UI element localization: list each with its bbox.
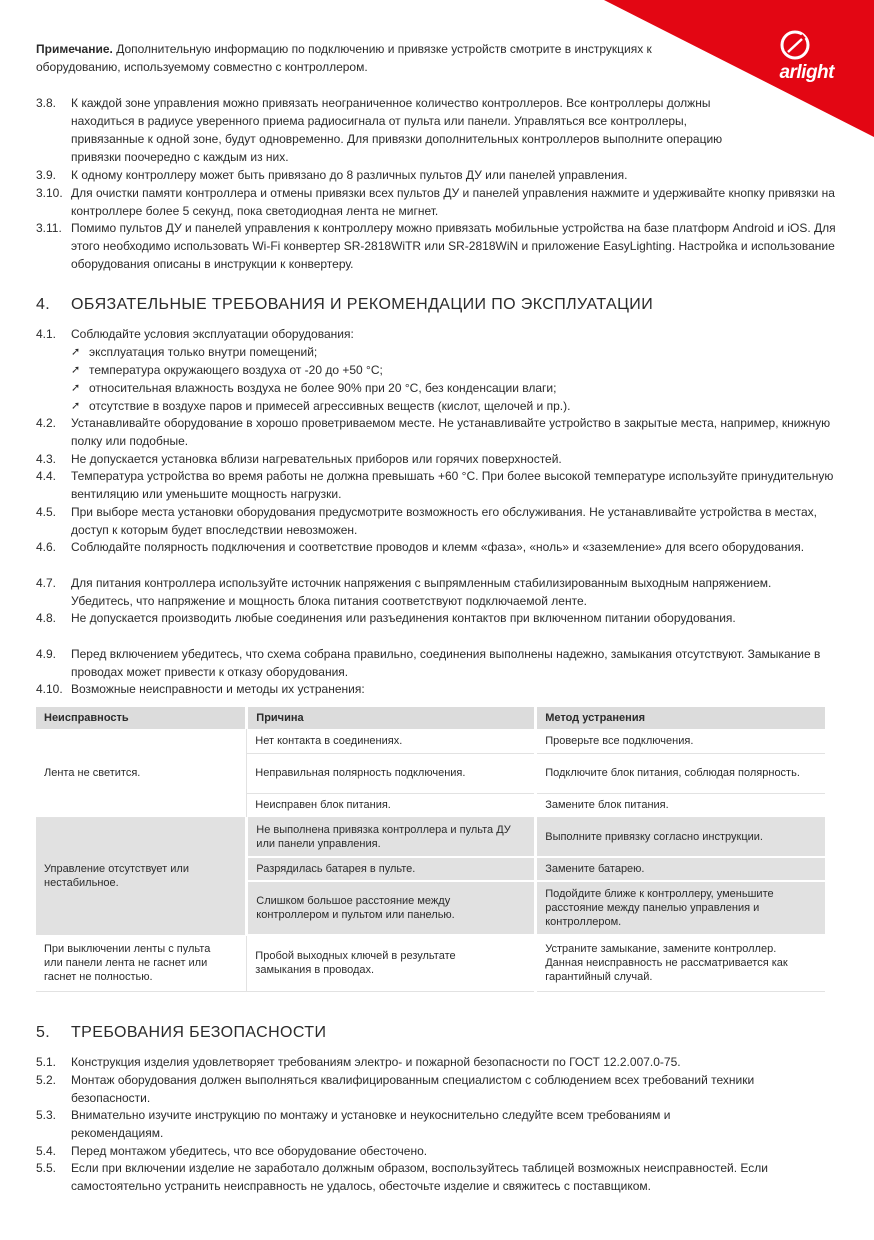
item-text: Возможные неисправности и методы их устранения: xyxy=(71,682,365,696)
fix-cell: Выполните привязку согласно инструкции. xyxy=(536,817,827,857)
fix-cell: Подойдите ближе к контроллеру, уменьшите расстояние между панелью управления и контроллером. xyxy=(536,881,827,935)
item-number: 3.10. xyxy=(36,186,63,200)
item-text: Если при включении изделие не заработало должным образом, воспользуйтесь таблицей возможных неисправностей. Если самостоятельно устранить неисправность не удалось, обесточьте изделие и свяжитесь с поставщиком. xyxy=(71,1161,768,1193)
bullet-item: ➚ отсутствие в воздухе паров и примесей агрессивных веществ (кислот, щелочей и пр.). xyxy=(71,399,571,413)
arrow-bullet-icon: ➚ xyxy=(71,400,81,412)
item-number: 4.8. xyxy=(36,611,57,625)
item-text: Внимательно изучите инструкцию по монтажу и установке и неукоснительно следуйте всем требованиям и рекомендациям. xyxy=(71,1108,671,1140)
list-item xyxy=(36,325,836,415)
section-heading: ОБЯЗАТЕЛЬНЫЕ ТРЕБОВАНИЯ И РЕКОМЕНДАЦИИ ПО ЭКСПЛУАТАЦИИ xyxy=(71,296,654,313)
item-number: 4.9. xyxy=(36,647,57,661)
item-text: Перед монтажом убедитесь, что все оборудование обесточено. xyxy=(71,1144,428,1158)
table-row xyxy=(36,817,827,857)
fault-cell: При выключении ленты с пульта или панели лента не гаснет или гаснет не полностью. xyxy=(36,935,247,991)
arrow-bullet-icon: ➚ xyxy=(71,364,81,376)
fix-cell: Проверьте все подключения. xyxy=(536,729,827,753)
fault-cell: Управление отсутствует или нестабильное. xyxy=(36,817,247,935)
item-text: Температура устройства во время работы не должна превышать +60 °C. При более высокой температуре используйте принудительную вентиляцию или уменьшите мощность нагрузки. xyxy=(71,469,834,501)
list-item xyxy=(36,184,836,220)
list-item xyxy=(36,414,836,450)
fault-cell: Лента не светится. xyxy=(36,729,247,817)
fix-cell: Замените батарею. xyxy=(536,857,827,881)
item-number: 4.1. xyxy=(36,327,57,341)
item-number: 3.11. xyxy=(36,221,62,235)
item-number: 5.3. xyxy=(36,1108,57,1122)
list-item xyxy=(36,166,836,184)
cause-cell: Пробой выходных ключей в результате замыкания в проводах. xyxy=(247,935,536,991)
item-text: Соблюдайте условия эксплуатации оборудования: xyxy=(71,327,354,341)
list-item xyxy=(36,94,836,166)
item-text: Для питания контроллера используйте источник напряжения с выпрямленным стабилизированным выходным напряжением. Убедитесь, что напряжение и мощность блока питания соответствуют подключаемой ленте. xyxy=(71,576,772,608)
item-number: 5.2. xyxy=(36,1073,57,1087)
table-row xyxy=(36,935,827,991)
fix-cell: Устраните замыкание, замените контроллер. Данная неисправность не рассматривается как гарантийный случай. xyxy=(536,935,827,991)
item-text: К каждой зоне управления можно привязать неограниченное количество контроллеров. Все контроллеры должны находиться в радиусе уверенного приема радиосигнала от пульта или панели. Управляться все контроллеры, привязанные к одной зоне, будут одновременно. Для привязки дополнительных контроллеров выполните операцию привязки поочередно с каждым из них. xyxy=(71,96,723,164)
item-number: 4.3. xyxy=(36,452,57,466)
note-text: Дополнительную информацию по подключению и привязке устройств смотрите в инструкциях к оборудованию, используемому совместно с контроллером. xyxy=(36,42,652,74)
section-number: 4. xyxy=(36,296,51,313)
list-item xyxy=(36,645,836,681)
list-item xyxy=(36,1071,836,1107)
section-heading: ТРЕБОВАНИЯ БЕЗОПАСНОСТИ xyxy=(71,1024,327,1041)
list-item xyxy=(36,467,836,503)
item-text: Соблюдайте полярность подключения и соответствие проводов и клемм «фаза», «ноль» и «заземление» для всего оборудования. xyxy=(71,540,805,554)
arrow-bullet-icon: ➚ xyxy=(71,346,81,358)
section-number: 5. xyxy=(36,1024,51,1041)
cause-cell: Слишком большое расстояние между контроллером и пультом или панелью. xyxy=(247,881,536,935)
bullet-item: ➚ относительная влажность воздуха не более 90% при 20 °C, без конденсации влаги; xyxy=(71,381,557,395)
list-item xyxy=(36,609,836,627)
cause-cell: Нет контакта в соединениях. xyxy=(247,729,536,753)
table-header-cell: Метод устранения xyxy=(536,707,827,729)
table-row xyxy=(36,729,827,753)
cause-cell: Неисправен блок питания. xyxy=(247,793,536,817)
section-title xyxy=(36,1023,326,1043)
item-text: Помимо пультов ДУ и панелей управления к контроллеру можно привязать мобильные устройства на базе платформ Android и iOS. Для этого необходимо использовать Wi-Fi конвертер SR-2818WiTR или SR-2818WiN и приложение EasyLighting. Настройка и использование оборудования описаны в инструкции к конвертеру. xyxy=(71,221,836,271)
item-number: 3.8. xyxy=(36,96,57,110)
cause-cell: Не выполнена привязка контроллера и пульта ДУ или панели управления. xyxy=(247,817,536,857)
brand-logo: arlight xyxy=(779,62,834,83)
item-text: Для очистки памяти контроллера и отмены привязки всех пультов ДУ и панелей управления нажмите и удерживайте кнопку привязки на контроллере более 5 секунд, пока светодиодная лента не мигнет. xyxy=(71,186,835,218)
arlight-swoosh-icon xyxy=(778,28,812,62)
item-text: Устанавливайте оборудование в хорошо проветриваемом месте. Не устанавливайте устройство в закрытые места, например, книжную полку или подобные. xyxy=(71,416,831,448)
item-text: Конструкция изделия удовлетворяет требованиям электро- и пожарной безопасности по ГОСТ 12.2.007.0-75. xyxy=(71,1055,681,1069)
item-number: 4.6. xyxy=(36,540,57,554)
item-number: 5.1. xyxy=(36,1055,57,1069)
note-label: Примечание. xyxy=(36,42,113,56)
list-item xyxy=(36,219,836,273)
item-number: 4.10. xyxy=(36,682,63,696)
list-item xyxy=(36,1142,836,1160)
bullet-item: ➚ температура окружающего воздуха от -20 до +50 °C; xyxy=(71,363,383,377)
cause-cell: Разрядилась батарея в пульте. xyxy=(247,857,536,881)
bullet-item: ➚ эксплуатация только внутри помещений; xyxy=(71,345,318,359)
item-text: Не допускается производить любые соединения или разъединения контактов при включенном питании оборудования. xyxy=(71,611,736,625)
list-item xyxy=(36,538,836,556)
item-text: Не допускается установка вблизи нагревательных приборов или горячих поверхностей. xyxy=(71,452,562,466)
item-text: Монтаж оборудования должен выполняться квалифицированным специалистом с соблюдением всех требований техники безопасности. xyxy=(71,1073,755,1105)
list-item xyxy=(36,574,836,610)
item-number: 5.4. xyxy=(36,1144,57,1158)
item-number: 3.9. xyxy=(36,168,57,182)
list-item xyxy=(36,1159,836,1195)
item-text: Перед включением убедитесь, что схема собрана правильно, соединения выполнены надежно, замыкания отсутствуют. Замыкание в проводах может привести к отказу оборудования. xyxy=(71,647,821,679)
item-number: 4.2. xyxy=(36,416,57,430)
table-header-row xyxy=(36,707,827,729)
list-item xyxy=(36,680,836,698)
item-number: 5.5. xyxy=(36,1161,57,1175)
item-text: При выборе места установки оборудования предусмотрите возможность его обслуживания. Не устанавливайте устройства в местах, доступ к которым будет впоследствии невозможен. xyxy=(71,505,817,537)
item-number: 4.4. xyxy=(36,469,57,483)
item-number: 4.7. xyxy=(36,576,57,590)
item-number: 4.5. xyxy=(36,505,57,519)
item-text: К одному контроллеру может быть привязано до 8 различных пультов ДУ или панелей управления. xyxy=(71,168,628,182)
cause-cell: Неправильная полярность подключения. xyxy=(247,753,536,793)
table-header-cell: Причина xyxy=(247,707,536,729)
section-title xyxy=(36,295,653,315)
troubleshooting-table xyxy=(36,707,828,992)
list-item xyxy=(36,1053,836,1071)
list-item xyxy=(36,450,836,468)
fix-cell: Подключите блок питания, соблюдая полярность. xyxy=(536,753,827,793)
fix-cell: Замените блок питания. xyxy=(536,793,827,817)
list-item xyxy=(36,1106,836,1142)
arrow-bullet-icon: ➚ xyxy=(71,382,81,394)
table-header-cell: Неисправность xyxy=(36,707,247,729)
note xyxy=(36,40,676,76)
list-item xyxy=(36,503,836,539)
